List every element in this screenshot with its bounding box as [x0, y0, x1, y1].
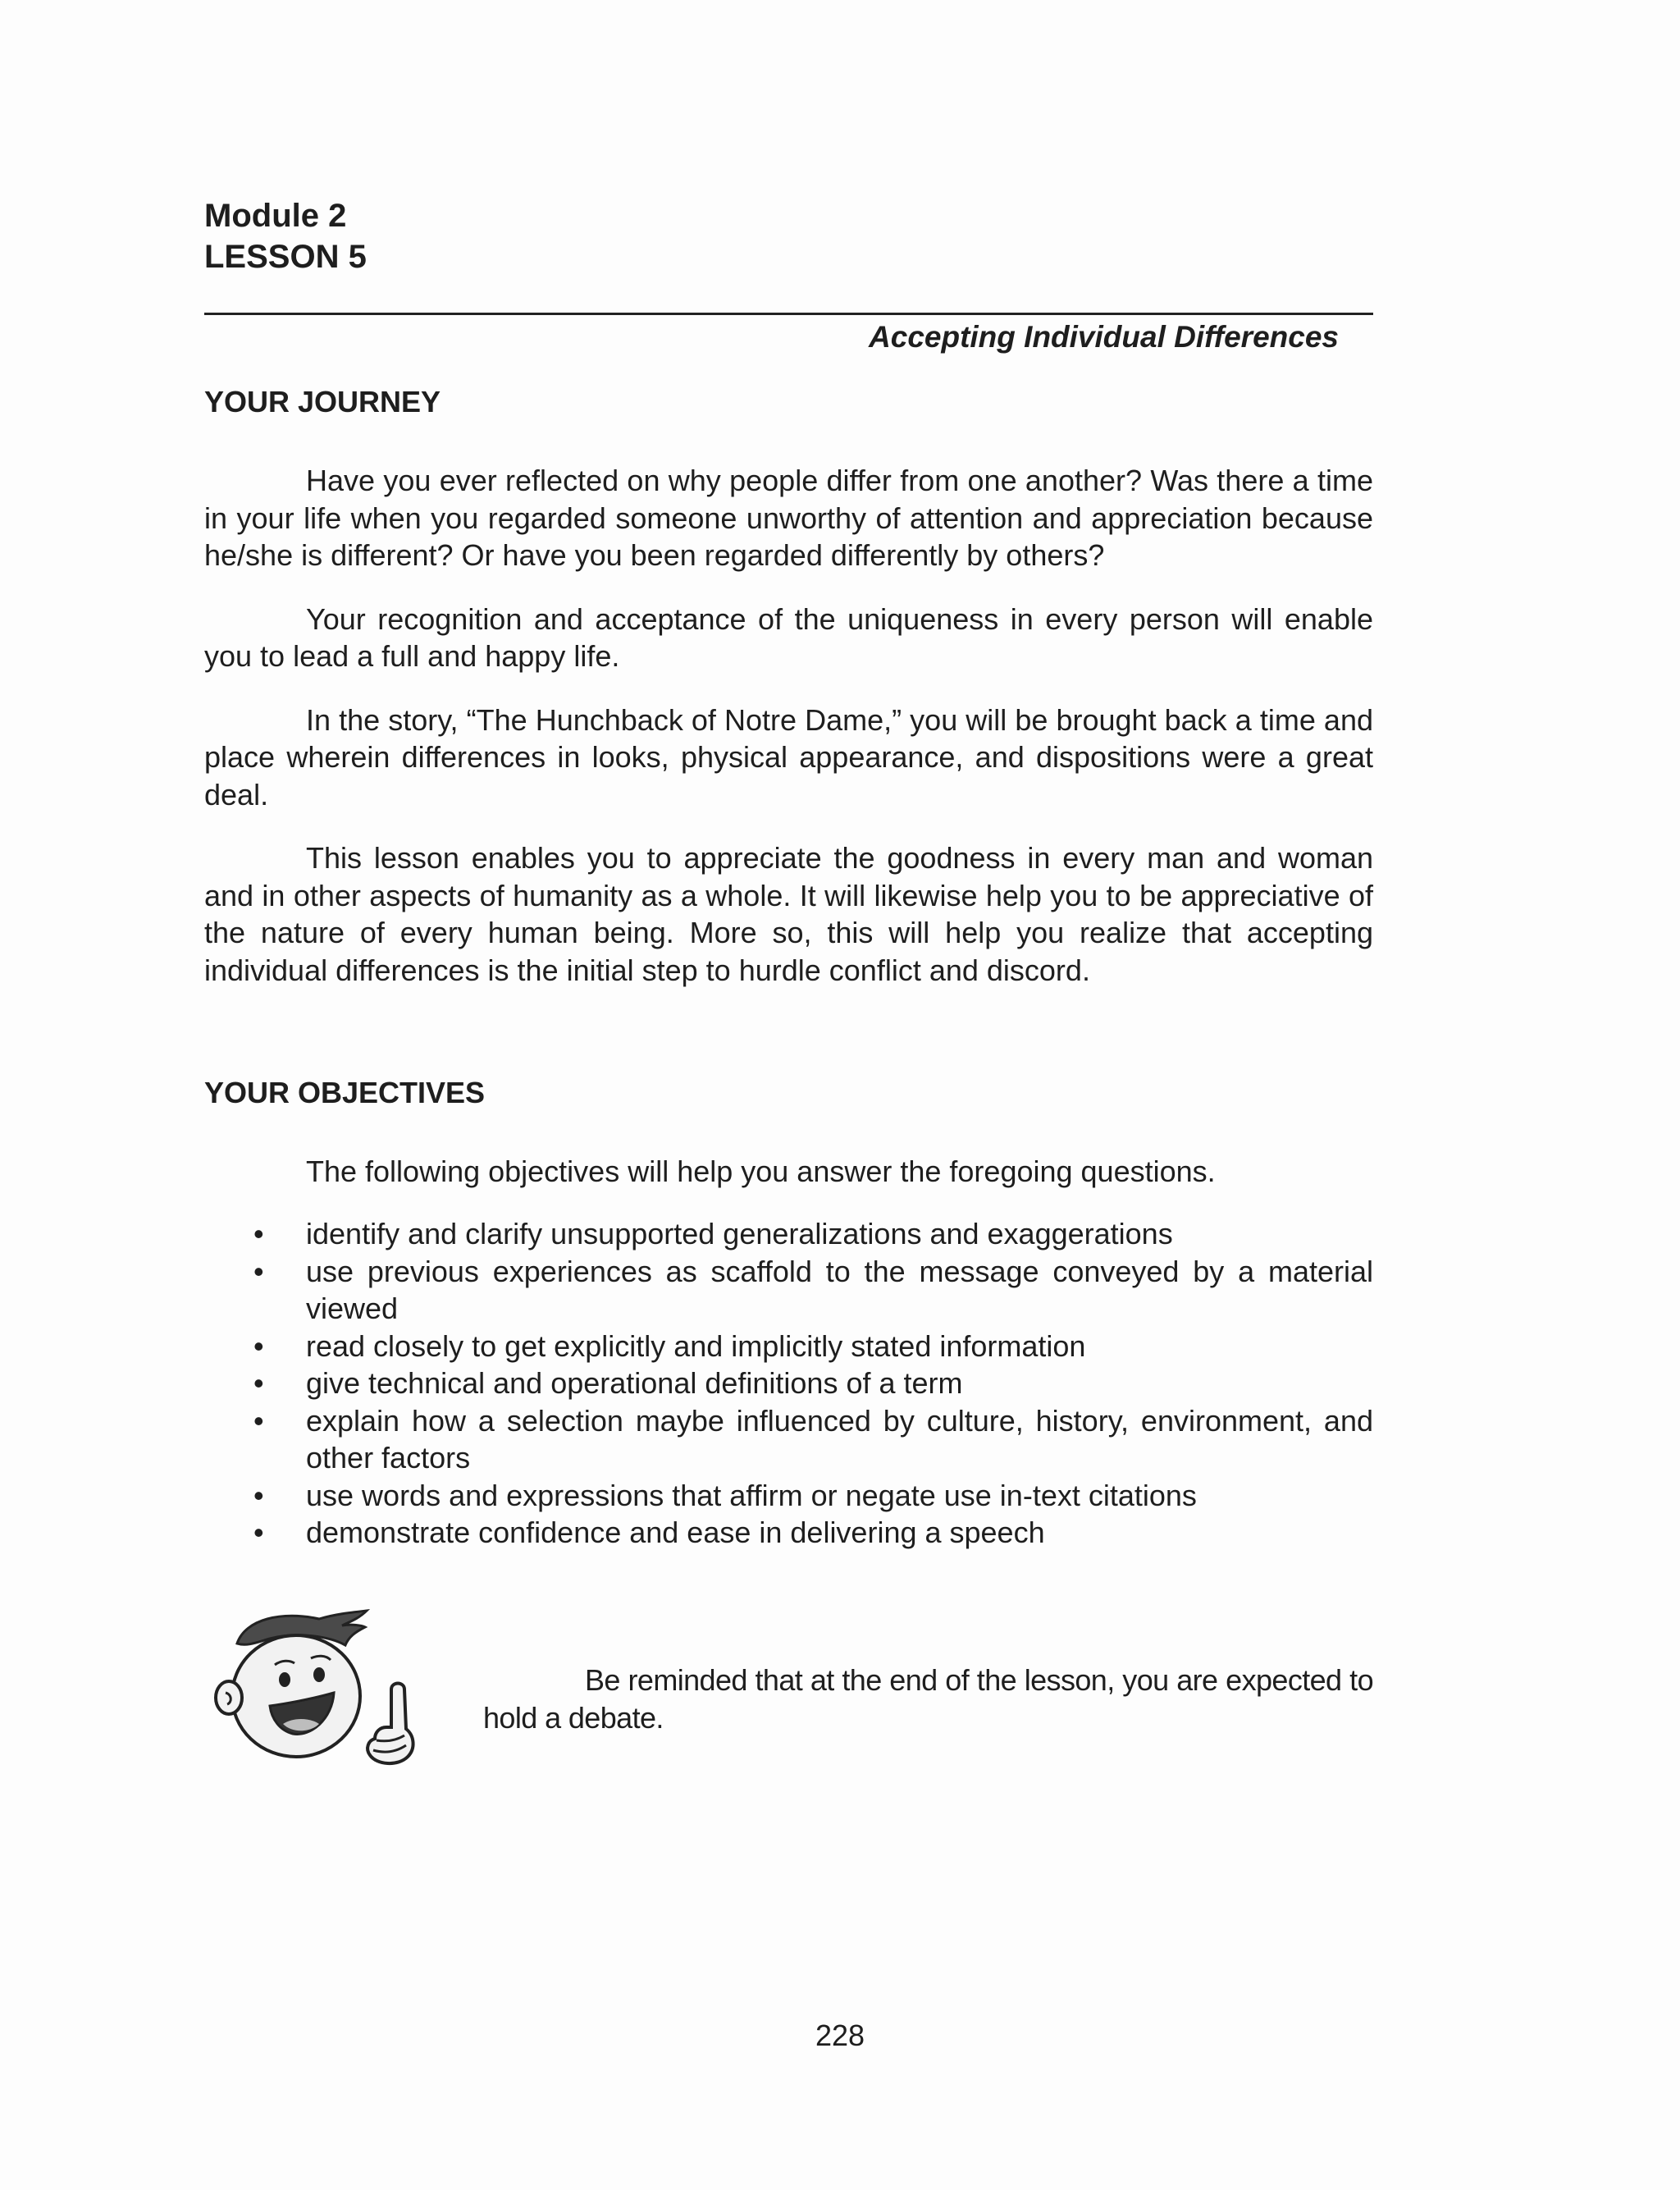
objectives-intro: The following objectives will help you answer the foregoing questions.: [306, 1154, 1216, 1188]
journey-paragraph: This lesson enables you to appreciate the goodness in every man and woman and in other aspects of humanity as a whole. It will likewise help you to be appreciative of the nature of every human being. More so, this will help you realize that accepting individual differences is the initial step to hurdle conflict and discord.: [204, 841, 1373, 987]
mascot-eye: [279, 1672, 290, 1687]
objective-text: explain how a selection maybe influenced by culture, history, environment, and other factors: [306, 1403, 1373, 1474]
journey-paragraph: In the story, “The Hunchback of Notre Dame,” you will be brought back a time and place wherein differences in looks, physical appearance, and dispositions were a great deal.: [204, 702, 1373, 812]
journey-heading: YOUR JOURNEY: [204, 385, 441, 418]
objective-item: [204, 1365, 1373, 1402]
objective-item: [204, 1328, 1373, 1365]
objective-item: [204, 1215, 1373, 1253]
header-divider: [204, 313, 1373, 315]
reminder-text: Be reminded that at the end of the lesson, you are expected to hold a debate.: [483, 1663, 1373, 1735]
objective-item: [204, 1402, 1373, 1477]
page-number: 228: [815, 2019, 865, 2052]
objectives-list: [204, 1215, 1373, 1552]
cartoon-boy-pointing-icon: [204, 1604, 426, 1768]
objective-item: [204, 1253, 1373, 1328]
lesson-label: LESSON 5: [204, 239, 367, 275]
objective-item: [204, 1514, 1373, 1552]
bullet-icon: •: [253, 1403, 264, 1438]
bullet-icon: •: [253, 1328, 264, 1363]
objective-text: demonstrate confidence and ease in delivering a speech: [306, 1516, 1045, 1549]
journey-paragraph: Your recognition and acceptance of the uniqueness in every person will enable you to lead a full and happy life.: [204, 601, 1373, 673]
bullet-icon: •: [253, 1366, 264, 1400]
objective-text: identify and clarify unsupported generalizations and exaggerations: [306, 1217, 1173, 1250]
lesson-title: Accepting Individual Differences: [869, 320, 1339, 354]
objective-item: [204, 1477, 1373, 1515]
journey-paragraph: Have you ever reflected on why people differ from one another? Was there a time in your life when you regarded someone unworthy of attention and appreciation because he/she is different? Or have you been regarded differently by others?: [204, 464, 1373, 572]
journey-section: [204, 462, 1373, 1015]
document-page: [204, 0, 1373, 2190]
bullet-icon: •: [253, 1217, 264, 1250]
mascot-eye: [313, 1667, 325, 1682]
mascot-ear: [216, 1681, 242, 1714]
objective-text: give technical and operational definitions of a term: [306, 1366, 963, 1400]
objective-text: use words and expressions that affirm or negate use in-text citations: [306, 1478, 1197, 1512]
bullet-icon: •: [253, 1254, 264, 1288]
module-header: [204, 195, 367, 277]
bullet-icon: •: [253, 1516, 264, 1549]
objective-text: use previous experiences as scaffold to the message conveyed by a material viewed: [306, 1254, 1373, 1325]
module-label: Module 2: [204, 198, 347, 234]
objective-text: read closely to get explicitly and implicitly stated information: [306, 1328, 1086, 1363]
objectives-heading: YOUR OBJECTIVES: [204, 1076, 486, 1109]
mascot-face: [232, 1635, 360, 1757]
bullet-icon: •: [253, 1478, 264, 1512]
